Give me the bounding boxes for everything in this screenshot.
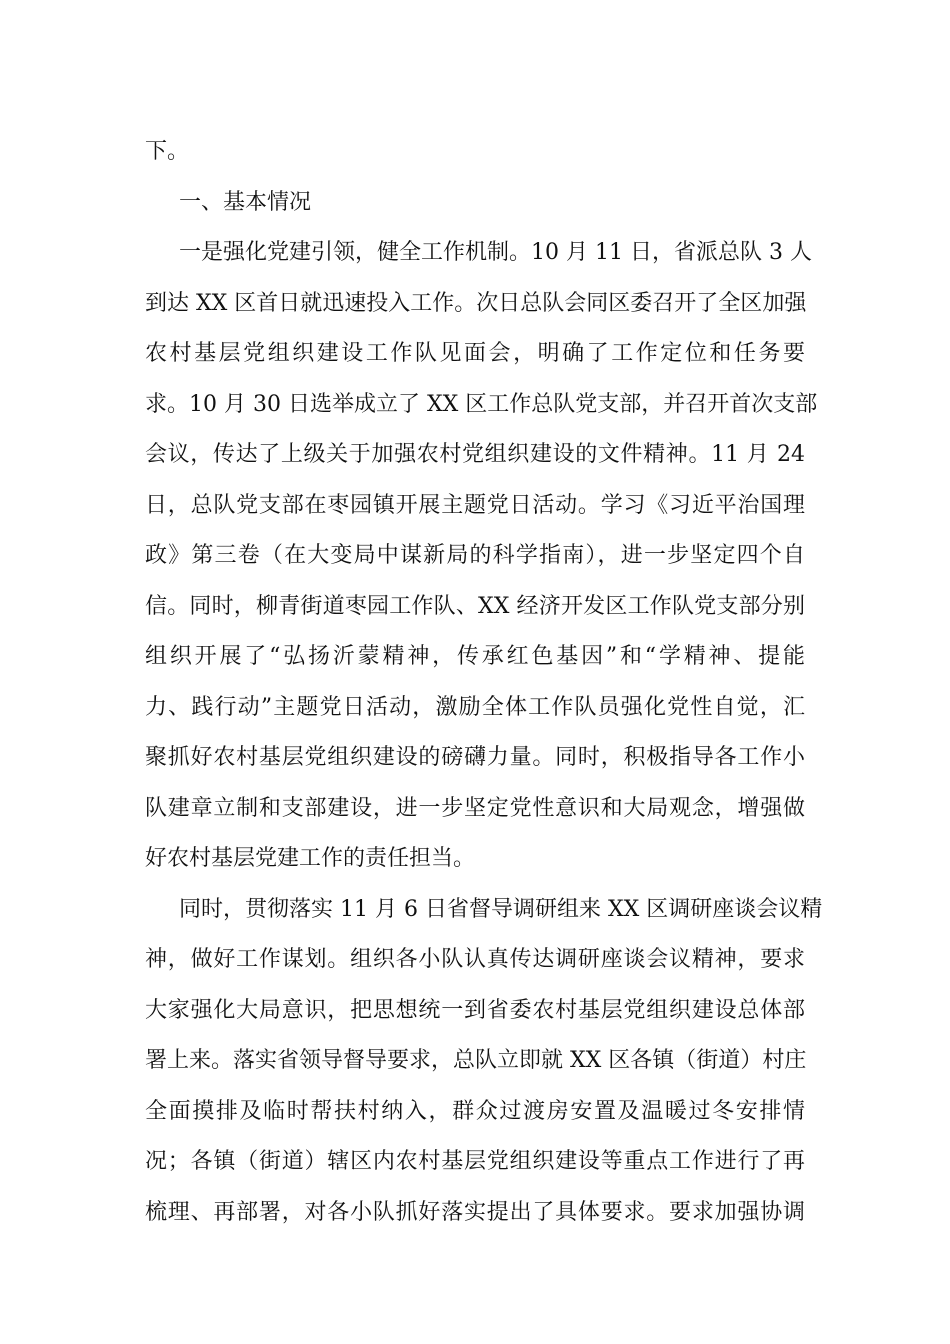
text-line: 梳理、再部署，对各小队抓好落实提出了具体要求。要求加强协调 — [145, 1199, 805, 1225]
text-line: 会议，传达了上级关于加强农村党组织建设的文件精神。11 月 24 — [145, 442, 805, 467]
text-line: 一是强化党建引领，健全工作机制。10 月 11 日，省派总队 3 人 — [179, 240, 812, 265]
text-line: 大家强化大局意识，把思想统一到省委农村基层党组织建设总体部 — [145, 997, 805, 1023]
text-line: 全面摸排及临时帮扶村纳入，群众过渡房安置及温暖过冬安排情 — [145, 1098, 805, 1124]
text-line: 力、践行动”主题党日活动，激励全体工作队员强化党性自觉，汇 — [145, 694, 805, 720]
text-line: 队建章立制和支部建设，进一步坚定党性意识和大局观念，增强做 — [145, 795, 805, 821]
text-line: 一、基本情况 — [179, 189, 312, 215]
text-line: 神，做好工作谋划。组织各小队认真传达调研座谈会议精神，要求 — [145, 947, 805, 972]
text-line: 下。 — [145, 139, 190, 164]
text-line: 求。10 月 30 日选举成立了 XX 区工作总队党支部，并召开首次支部 — [145, 391, 818, 417]
document-body — [145, 127, 823, 1238]
text-line: 农村基层党组织建设工作队见面会，明确了工作定位和任务要 — [145, 341, 805, 366]
text-line: 政》第三卷（在大变局中谋新局的科学指南），进一步坚定四个自 — [145, 543, 805, 568]
text-line: 聚抓好农村基层党组织建设的磅礴力量。同时，积极指导各工作小 — [145, 745, 805, 770]
text-line: 同时，贯彻落实 11 月 6 日省督导调研组来 XX 区调研座谈会议精 — [179, 896, 823, 922]
text-line: 署上来。落实省领导督导要求，总队立即就 XX 区各镇（街道）村庄 — [145, 1048, 807, 1073]
text-line: 日，总队党支部在枣园镇开展主题党日活动。学习《习近平治国理 — [145, 492, 805, 518]
text-line: 到达 XX 区首日就迅速投入工作。次日总队会同区委召开了全区加强 — [145, 290, 807, 316]
text-line: 况；各镇（街道）辖区内农村基层党组织建设等重点工作进行了再 — [145, 1149, 805, 1174]
text-line: 组织开展了“弘扬沂蒙精神，传承红色基因”和“学精神、提能 — [145, 644, 805, 669]
text-line: 信。同时，柳青街道枣园工作队、XX 经济开发区工作队党支部分别 — [145, 593, 805, 619]
text-line: 好农村基层党建工作的责任担当。 — [145, 846, 476, 871]
